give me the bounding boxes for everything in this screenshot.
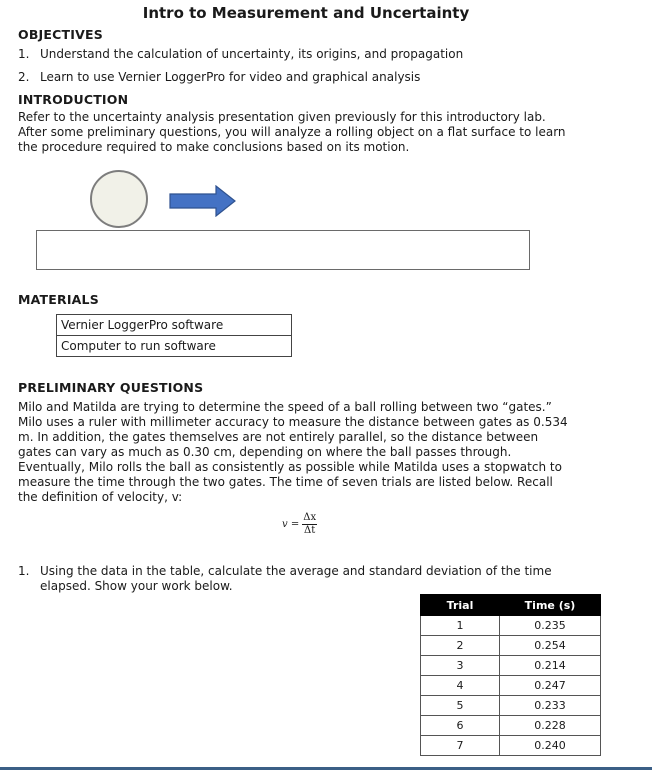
trial-cell: 7 <box>421 736 500 756</box>
materials-cell: Vernier LoggerPro software <box>57 315 292 336</box>
preliminary-line: measure the time through the two gates. The time of seven trials are listed below. Recall <box>18 475 553 489</box>
introduction-line: the procedure required to make conclusions based on its motion. <box>18 140 410 154</box>
formula-lhs: v = <box>282 519 300 530</box>
time-cell: 0.254 <box>500 636 601 656</box>
floor-surface <box>36 230 530 270</box>
preliminary-line: gates can vary as much as 0.30 cm, depending on where the ball passes through. <box>18 445 512 459</box>
trial-cell: 2 <box>421 636 500 656</box>
materials-row <box>57 336 292 357</box>
preliminary-heading: PRELIMINARY QUESTIONS <box>18 380 204 395</box>
table-row <box>421 696 601 716</box>
objective-number: 1. <box>18 47 30 61</box>
velocity-formula <box>282 512 317 537</box>
question-1 <box>18 564 552 578</box>
objective-item <box>18 70 420 84</box>
preliminary-line: the definition of velocity, v: <box>18 490 183 504</box>
trial-cell: 6 <box>421 716 500 736</box>
formula-fraction <box>302 512 317 537</box>
header-trial: Trial <box>421 595 500 616</box>
table-header-row <box>421 595 601 616</box>
trial-time-table <box>420 594 601 756</box>
trial-cell: 3 <box>421 656 500 676</box>
preliminary-line: Milo uses a ruler with millimeter accuracy to measure the distance between gates as 0.534 <box>18 415 568 429</box>
time-cell: 0.233 <box>500 696 601 716</box>
trial-cell: 4 <box>421 676 500 696</box>
right-arrow-icon <box>168 185 238 217</box>
table-row <box>421 656 601 676</box>
materials-heading: MATERIALS <box>18 292 99 307</box>
formula-numerator: Δx <box>303 512 317 523</box>
objective-item <box>18 47 463 61</box>
formula-denominator: Δt <box>304 525 316 536</box>
time-cell: 0.228 <box>500 716 601 736</box>
objective-text: Understand the calculation of uncertainty, its origins, and propagation <box>40 47 464 61</box>
preliminary-line: Eventually, Milo rolls the ball as consistently as possible while Matilda uses a stopwatch to <box>18 460 562 474</box>
materials-table <box>56 314 292 357</box>
question-1-continued: elapsed. Show your work below. <box>40 579 233 593</box>
trial-cell: 5 <box>421 696 500 716</box>
materials-cell: Computer to run software <box>57 336 292 357</box>
preliminary-line: m. In addition, the gates themselves are not entirely parallel, so the distance between <box>18 430 539 444</box>
preliminary-paragraph <box>18 400 603 505</box>
objectives-heading: OBJECTIVES <box>18 27 103 42</box>
table-row <box>421 636 601 656</box>
time-cell: 0.214 <box>500 656 601 676</box>
introduction-paragraph <box>18 110 603 155</box>
trial-cell: 1 <box>421 616 500 636</box>
time-cell: 0.235 <box>500 616 601 636</box>
time-cell: 0.240 <box>500 736 601 756</box>
table-row <box>421 616 601 636</box>
table-row <box>421 676 601 696</box>
objective-number: 2. <box>18 70 30 84</box>
introduction-line: After some preliminary questions, you will analyze a rolling object on a flat surface to learn <box>18 125 566 139</box>
ball-illustration <box>90 170 148 228</box>
objective-text: Learn to use Vernier LoggerPro for video and graphical analysis <box>40 70 421 84</box>
page-title: Intro to Measurement and Uncertainty <box>142 4 470 22</box>
table-row <box>421 736 601 756</box>
time-cell: 0.247 <box>500 676 601 696</box>
materials-row <box>57 315 292 336</box>
question-number: 1. <box>18 564 30 578</box>
preliminary-line: Milo and Matilda are trying to determine the speed of a ball rolling between two “gates.” <box>18 400 552 414</box>
introduction-heading: INTRODUCTION <box>18 92 129 107</box>
question-text: Using the data in the table, calculate the average and standard deviation of the time <box>40 564 552 578</box>
introduction-line: Refer to the uncertainty analysis presentation given previously for this introductory lab. <box>18 110 546 124</box>
table-row <box>421 716 601 736</box>
header-time: Time (s) <box>500 595 601 616</box>
